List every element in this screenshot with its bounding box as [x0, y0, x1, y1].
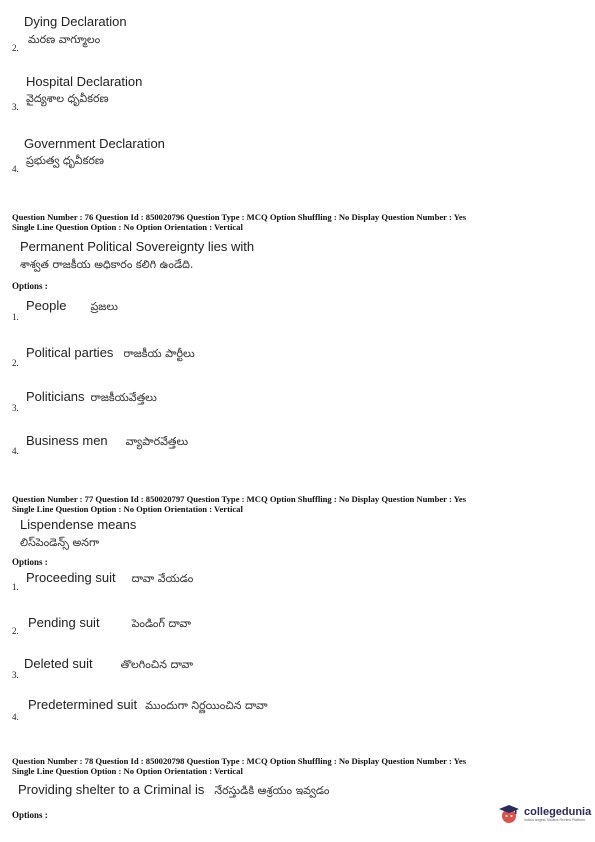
question-77-meta-line2: Single Line Question Option : No Option Orientation : Vertical: [12, 504, 243, 514]
question-78-text-en: Providing shelter to a Criminal is: [18, 782, 205, 797]
q76-option-3-en: Politicians: [26, 389, 85, 404]
q76-option-4-number: 4.: [12, 446, 19, 456]
question-76-text-te: శాశ్వత రాజకీయ అధికారం కలిగి ఉండేది.: [20, 258, 194, 271]
question-78-header: [12, 756, 572, 776]
q77-option-4-number: 4.: [12, 712, 19, 722]
q77-option-2[interactable]: [28, 615, 191, 633]
question-77-header: [12, 494, 572, 514]
q76-option-1-te: ప్రజలు: [90, 300, 118, 313]
q77-option-1-number: 1.: [12, 582, 19, 592]
question-77-text-te: లిస్‌పెండెన్స్ అనగా: [20, 536, 100, 549]
q77-option-1-te: దావా వేయడం: [131, 572, 194, 585]
prev-option-2-en: Dying Declaration: [24, 14, 127, 29]
prev-option-2-number: 2.: [12, 43, 19, 53]
question-76-text-en: Permanent Political Sovereignty lies with: [20, 239, 255, 254]
q77-option-1[interactable]: [26, 570, 193, 588]
logo-name: collegedunia: [524, 806, 592, 818]
q76-option-3[interactable]: [26, 389, 157, 407]
question-76-options-label: Options :: [12, 281, 48, 291]
q76-option-2-number: 2.: [12, 358, 19, 368]
question-78-options-label: Options :: [12, 810, 48, 820]
collegedunia-logo: [498, 803, 591, 825]
prev-option-3-number: 3.: [12, 102, 19, 112]
question-77-options-label: Options :: [12, 557, 48, 567]
q77-option-3-en: Deleted suit: [24, 656, 93, 671]
q77-option-4-te: ముందుగా నిర్ణయించిన దావా: [145, 699, 268, 712]
q76-option-4-en: Business men: [26, 433, 108, 448]
prev-option-4-te: ప్రభుత్వ ధృవీకరణ: [26, 154, 104, 167]
prev-option-2-te: మరణ వాగ్మూలం: [28, 33, 101, 46]
q77-option-3-te: తొలగించిన దావా: [120, 658, 194, 671]
q76-option-1[interactable]: [26, 298, 118, 316]
q76-option-3-te: రాజకీయవేత్తలు: [90, 391, 157, 404]
q76-option-2[interactable]: [26, 345, 195, 363]
q77-option-2-te: పెండింగ్ దావా: [131, 617, 192, 630]
question-77-text-en: Lispendense means: [20, 517, 137, 532]
q76-option-2-te: రాజకీయ పార్టీలు: [123, 347, 195, 360]
prev-option-3-te: వైద్యశాల ధృవీకరణ: [26, 92, 109, 105]
q77-option-2-en: Pending suit: [28, 615, 100, 630]
question-77-meta-line1: Question Number : 77 Question Id : 850020797 Question Type : MCQ Option Shuffling : No Display Question Number : Yes: [12, 494, 467, 504]
q76-option-4-te: వ్యాపారవేత్తలు: [125, 435, 189, 448]
question-78-text-te: నేరస్తుడికి ఆశ్రయం ఇవ్వడం: [214, 784, 330, 797]
q77-option-1-en: Proceeding suit: [26, 570, 116, 585]
question-76-header: [12, 212, 572, 232]
prev-option-4-en: Government Declaration: [24, 136, 165, 151]
q77-option-4[interactable]: [28, 697, 268, 715]
q77-option-3-number: 3.: [12, 670, 19, 680]
q77-option-2-number: 2.: [12, 626, 19, 636]
question-78-text: [18, 782, 329, 800]
q76-option-3-number: 3.: [12, 403, 19, 413]
q76-option-1-number: 1.: [12, 312, 19, 322]
q77-option-3[interactable]: [24, 656, 193, 674]
q77-option-4-en: Predetermined suit: [28, 697, 138, 712]
logo-tagline: India's largest Student Review Platform: [524, 818, 585, 822]
prev-option-3-en: Hospital Declaration: [26, 74, 143, 89]
question-78-meta-line2: Single Line Question Option : No Option Orientation : Vertical: [12, 766, 243, 776]
question-76-meta-line2: Single Line Question Option : No Option Orientation : Vertical: [12, 222, 243, 232]
question-78-meta-line1: Question Number : 78 Question Id : 850020798 Question Type : MCQ Option Shuffling : No Display Question Number : Yes: [12, 756, 467, 766]
q76-option-4[interactable]: [26, 433, 188, 451]
graduate-cap-icon: [498, 803, 520, 825]
q76-option-2-en: Political parties: [26, 345, 114, 360]
prev-option-4-number: 4.: [12, 164, 19, 174]
q76-option-1-en: People: [26, 298, 67, 313]
question-76-meta-line1: Question Number : 76 Question Id : 850020796 Question Type : MCQ Option Shuffling : No Display Question Number : Yes: [12, 212, 467, 222]
